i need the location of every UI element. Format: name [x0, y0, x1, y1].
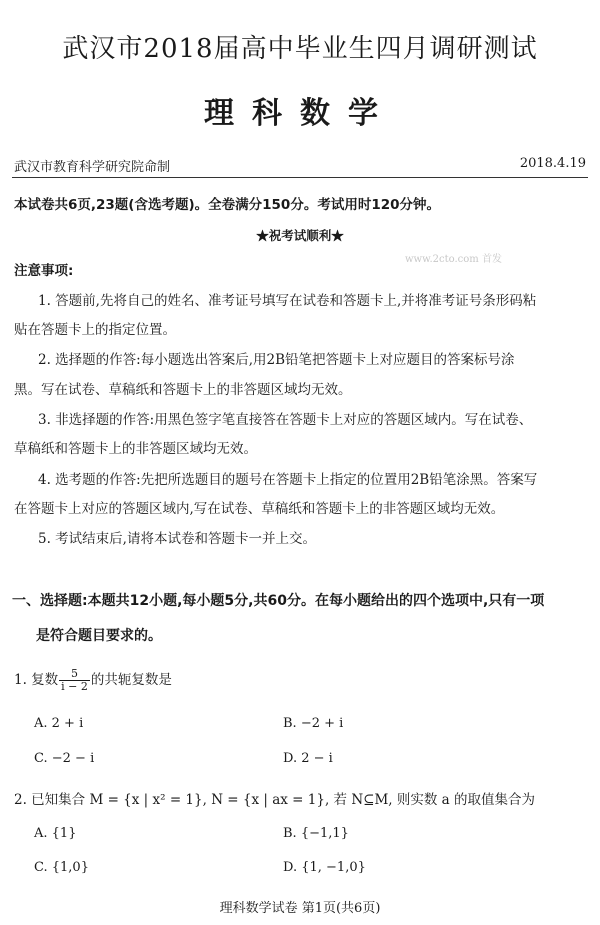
notice-line: 5. 考试结束后,请将本试卷和答题卡一并上交。: [38, 531, 316, 547]
notice-line: 4. 选考题的作答:先把所选题目的题号在答题卡上指定的位置用2B铅笔涂黑。答案写: [38, 472, 538, 488]
issuer: 武汉市教育科学研究院命制: [14, 160, 171, 175]
section-heading-cont: 是符合题目要求的。: [36, 628, 162, 644]
exam-title: 武汉市2018届高中毕业生四月调研测试: [62, 34, 538, 64]
q2-option-a: A. {1}: [34, 826, 77, 841]
notice-line: 3. 非选择题的作答:用黑色签字笔直接答在答题卡上对应的答题区域内。写在试卷、: [38, 412, 533, 428]
notice-line: 草稿纸和答题卡上的非答题区域均无效。: [14, 441, 257, 457]
subject-title: 理科数学: [204, 96, 396, 131]
exam-summary: 本试卷共6页,23题(含选考题)。全卷满分150分。考试用时120分钟。: [14, 197, 441, 213]
notice-line: 贴在答题卡上的指定位置。: [14, 322, 176, 338]
q1-option-b: B. −2 + i: [283, 716, 344, 731]
fraction-denominator: i − 2: [61, 680, 88, 693]
section-heading: 一、选择题:本题共12小题,每小题5分,共60分。在每小题给出的四个选项中,只有一项: [12, 593, 545, 609]
watermark: www.2cto.com 首发: [405, 254, 502, 265]
page-footer: 理科数学试卷 第1页(共6页): [219, 901, 381, 916]
notice-line: 黑。写在试卷、草稿纸和答题卡上的非答题区域均无效。: [14, 382, 352, 398]
q1-option-d: D. 2 − i: [283, 751, 333, 766]
good-luck-banner: ★祝考试顺利★: [256, 228, 344, 243]
notice-line: 2. 选择题的作答:每小题选出答案后,用2B铅笔把答题卡上对应题目的答案标号涂: [38, 352, 515, 368]
notice-line: 1. 答题前,先将自己的姓名、准考证号填写在试卷和答题卡上,并将准考证号条形码粘: [38, 293, 537, 309]
q2-option-d: D. {1, −1,0}: [283, 860, 366, 875]
q1-option-a: A. 2 + i: [34, 716, 84, 731]
notice-heading: 注意事项:: [14, 263, 74, 279]
exam-date: 2018.4.19: [519, 156, 586, 171]
q2-option-c: C. {1,0}: [34, 860, 89, 875]
fraction-numerator: 5: [59, 668, 90, 681]
question-1-suffix: 的共轭复数是: [90, 672, 172, 688]
question-1-prefix: 1. 复数: [14, 672, 59, 688]
notice-line: 在答题卡上对应的答题区域内,写在试卷、草稿纸和答题卡上的非答题区域均无效。: [14, 501, 505, 517]
question-2-stem: 2. 已知集合 M = {x | x² = 1}, N = {x | ax = 1}, 若 N⊆M, 则实数 a 的取值集合为: [14, 792, 536, 808]
fraction: [59, 668, 90, 693]
header-rule: [12, 177, 588, 178]
question-1-stem: [14, 668, 172, 693]
q1-option-c: C. −2 − i: [34, 751, 95, 766]
q2-option-b: B. {−1,1}: [283, 826, 349, 841]
